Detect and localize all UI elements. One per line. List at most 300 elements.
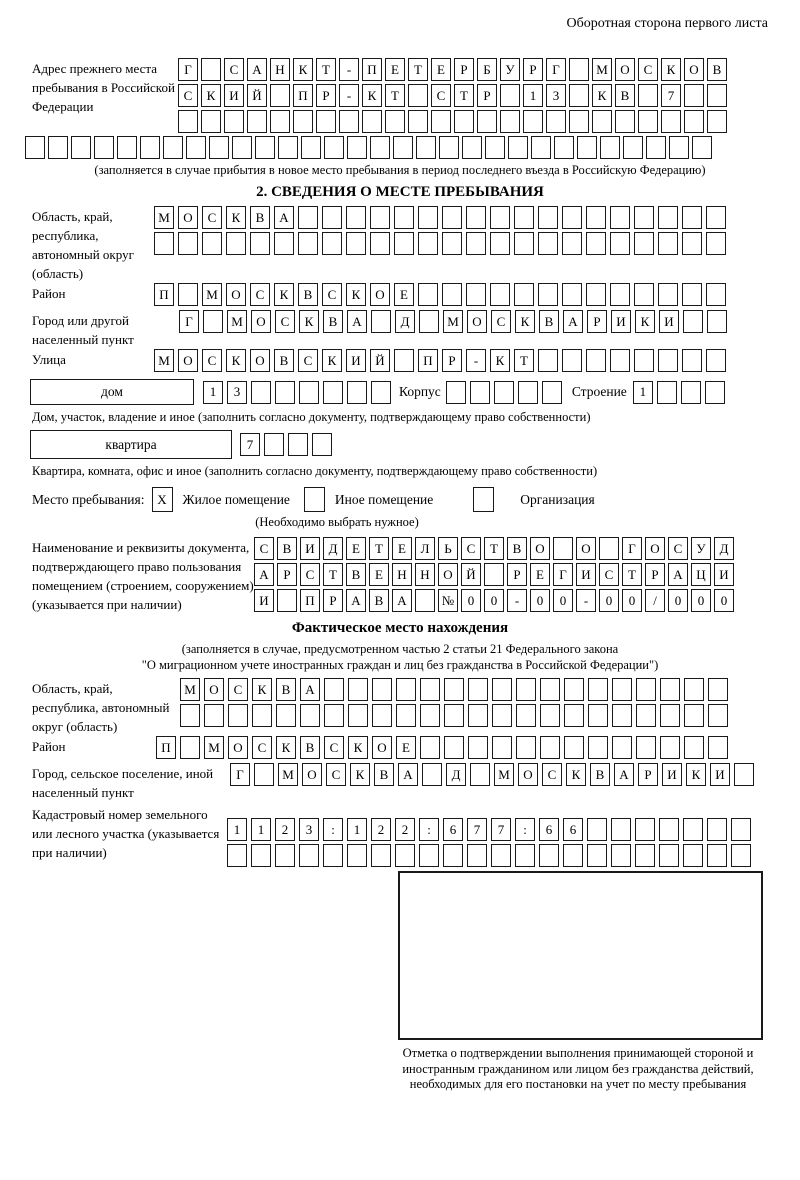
char-cell[interactable] — [516, 704, 536, 727]
char-cell[interactable] — [277, 589, 297, 612]
char-cell[interactable] — [247, 110, 267, 133]
char-cell[interactable] — [443, 844, 463, 867]
char-cell[interactable] — [415, 589, 435, 612]
char-cell[interactable] — [322, 232, 342, 255]
char-cell[interactable]: С — [254, 537, 274, 560]
char-cell[interactable] — [348, 678, 368, 701]
char-cell[interactable] — [324, 678, 344, 701]
char-cell[interactable]: Т — [514, 349, 534, 372]
char-cell[interactable] — [420, 704, 440, 727]
char-cell[interactable] — [347, 844, 367, 867]
char-cell[interactable] — [610, 349, 630, 372]
char-cell[interactable] — [348, 704, 368, 727]
char-cell[interactable] — [270, 84, 290, 107]
char-cell[interactable] — [288, 433, 308, 456]
char-cell[interactable]: 1 — [347, 818, 367, 841]
char-cell[interactable]: О — [251, 310, 271, 333]
char-cell[interactable] — [518, 381, 538, 404]
char-cell[interactable]: И — [346, 349, 366, 372]
char-cell[interactable] — [270, 110, 290, 133]
char-cell[interactable]: Г — [622, 537, 642, 560]
char-cell[interactable] — [178, 232, 198, 255]
char-cell[interactable]: Е — [396, 736, 416, 759]
char-cell[interactable]: А — [274, 206, 294, 229]
char-cell[interactable]: С — [461, 537, 481, 560]
char-cell[interactable]: 1 — [203, 381, 223, 404]
char-cell[interactable]: Н — [392, 563, 412, 586]
char-cell[interactable] — [395, 844, 415, 867]
char-cell[interactable] — [468, 678, 488, 701]
char-cell[interactable] — [682, 349, 702, 372]
char-cell[interactable] — [322, 206, 342, 229]
char-cell[interactable]: Г — [553, 563, 573, 586]
char-cell[interactable] — [684, 84, 704, 107]
char-cell[interactable] — [660, 704, 680, 727]
char-cell[interactable]: Д — [323, 537, 343, 560]
char-cell[interactable] — [454, 110, 474, 133]
char-cell[interactable] — [371, 844, 391, 867]
char-cell[interactable]: С — [252, 736, 272, 759]
char-cell[interactable]: О — [615, 58, 635, 81]
char-cell[interactable]: Р — [638, 763, 658, 786]
char-cell[interactable] — [514, 232, 534, 255]
char-cell[interactable]: С — [202, 206, 222, 229]
char-cell[interactable]: В — [507, 537, 527, 560]
char-cell[interactable]: С — [668, 537, 688, 560]
char-cell[interactable]: 1 — [227, 818, 247, 841]
char-cell[interactable]: 7 — [240, 433, 260, 456]
char-cell[interactable] — [692, 136, 712, 159]
char-cell[interactable] — [232, 136, 252, 159]
char-cell[interactable]: - — [576, 589, 596, 612]
checkbox-inoe-pomeshchenie[interactable] — [304, 487, 325, 512]
char-cell[interactable]: К — [348, 736, 368, 759]
char-cell[interactable]: О — [467, 310, 487, 333]
char-cell[interactable]: Т — [622, 563, 642, 586]
char-cell[interactable]: Е — [392, 537, 412, 560]
char-cell[interactable]: И — [662, 763, 682, 786]
char-cell[interactable]: М — [227, 310, 247, 333]
char-cell[interactable]: А — [346, 589, 366, 612]
char-cell[interactable]: К — [299, 310, 319, 333]
char-cell[interactable] — [347, 136, 367, 159]
char-cell[interactable]: : — [419, 818, 439, 841]
char-cell[interactable] — [467, 844, 487, 867]
char-cell[interactable] — [346, 232, 366, 255]
char-cell[interactable]: О — [518, 763, 538, 786]
char-cell[interactable]: 0 — [553, 589, 573, 612]
char-cell[interactable] — [588, 678, 608, 701]
char-cell[interactable]: - — [339, 58, 359, 81]
char-cell[interactable]: Й — [247, 84, 267, 107]
char-cell[interactable] — [540, 678, 560, 701]
char-cell[interactable] — [515, 844, 535, 867]
char-cell[interactable]: С — [638, 58, 658, 81]
char-cell[interactable] — [683, 310, 703, 333]
char-cell[interactable]: К — [346, 283, 366, 306]
char-cell[interactable]: К — [201, 84, 221, 107]
char-cell[interactable] — [612, 678, 632, 701]
char-cell[interactable] — [408, 110, 428, 133]
char-cell[interactable] — [634, 349, 654, 372]
char-cell[interactable]: А — [668, 563, 688, 586]
char-cell[interactable] — [468, 704, 488, 727]
char-cell[interactable]: Т — [454, 84, 474, 107]
char-cell[interactable] — [468, 736, 488, 759]
char-cell[interactable] — [564, 678, 584, 701]
char-cell[interactable]: В — [539, 310, 559, 333]
char-cell[interactable] — [418, 232, 438, 255]
char-cell[interactable] — [485, 136, 505, 159]
char-cell[interactable] — [312, 433, 332, 456]
char-cell[interactable] — [612, 704, 632, 727]
char-cell[interactable]: Р — [442, 349, 462, 372]
char-cell[interactable] — [540, 736, 560, 759]
char-cell[interactable] — [444, 704, 464, 727]
char-cell[interactable]: Р — [316, 84, 336, 107]
char-cell[interactable]: И — [254, 589, 274, 612]
char-cell[interactable] — [275, 381, 295, 404]
char-cell[interactable]: С — [275, 310, 295, 333]
char-cell[interactable]: А — [300, 678, 320, 701]
char-cell[interactable] — [490, 206, 510, 229]
char-cell[interactable]: М — [494, 763, 514, 786]
char-cell[interactable]: 0 — [530, 589, 550, 612]
char-cell[interactable]: О — [438, 563, 458, 586]
char-cell[interactable] — [681, 381, 701, 404]
char-cell[interactable]: Р — [507, 563, 527, 586]
char-cell[interactable] — [466, 232, 486, 255]
char-cell[interactable] — [346, 206, 366, 229]
char-cell[interactable] — [588, 704, 608, 727]
char-cell[interactable] — [163, 136, 183, 159]
char-cell[interactable] — [636, 678, 656, 701]
char-cell[interactable]: В — [369, 589, 389, 612]
char-cell[interactable]: Р — [477, 84, 497, 107]
char-cell[interactable]: К — [592, 84, 612, 107]
char-cell[interactable]: К — [322, 349, 342, 372]
char-cell[interactable] — [634, 206, 654, 229]
char-cell[interactable]: Р — [454, 58, 474, 81]
char-cell[interactable] — [563, 844, 583, 867]
char-cell[interactable]: С — [542, 763, 562, 786]
char-cell[interactable] — [682, 232, 702, 255]
char-cell[interactable] — [251, 844, 271, 867]
char-cell[interactable] — [708, 678, 728, 701]
char-cell[interactable] — [439, 136, 459, 159]
char-cell[interactable]: 0 — [622, 589, 642, 612]
char-cell[interactable] — [490, 283, 510, 306]
char-cell[interactable] — [371, 381, 391, 404]
char-cell[interactable] — [588, 736, 608, 759]
char-cell[interactable]: Т — [369, 537, 389, 560]
char-cell[interactable] — [569, 110, 589, 133]
char-cell[interactable] — [569, 84, 589, 107]
char-cell[interactable] — [538, 349, 558, 372]
char-cell[interactable] — [301, 136, 321, 159]
char-cell[interactable]: А — [398, 763, 418, 786]
char-cell[interactable] — [274, 232, 294, 255]
char-cell[interactable]: С — [322, 283, 342, 306]
char-cell[interactable] — [442, 283, 462, 306]
char-cell[interactable] — [708, 704, 728, 727]
char-cell[interactable]: У — [500, 58, 520, 81]
char-cell[interactable] — [586, 283, 606, 306]
char-cell[interactable]: Ц — [691, 563, 711, 586]
char-cell[interactable] — [564, 736, 584, 759]
char-cell[interactable] — [372, 678, 392, 701]
char-cell[interactable]: О — [178, 206, 198, 229]
char-cell[interactable] — [393, 136, 413, 159]
char-cell[interactable] — [538, 206, 558, 229]
char-cell[interactable]: : — [515, 818, 535, 841]
char-cell[interactable] — [516, 678, 536, 701]
char-cell[interactable]: И — [659, 310, 679, 333]
char-cell[interactable] — [224, 110, 244, 133]
char-cell[interactable]: К — [661, 58, 681, 81]
char-cell[interactable]: В — [277, 537, 297, 560]
char-cell[interactable] — [611, 818, 631, 841]
char-cell[interactable] — [500, 110, 520, 133]
char-cell[interactable]: 1 — [251, 818, 271, 841]
char-cell[interactable] — [370, 206, 390, 229]
char-cell[interactable] — [140, 136, 160, 159]
char-cell[interactable] — [646, 136, 666, 159]
char-cell[interactable] — [636, 704, 656, 727]
char-cell[interactable]: О — [178, 349, 198, 372]
char-cell[interactable]: № — [438, 589, 458, 612]
char-cell[interactable]: - — [339, 84, 359, 107]
char-cell[interactable] — [228, 704, 248, 727]
char-cell[interactable] — [554, 136, 574, 159]
char-cell[interactable] — [370, 232, 390, 255]
char-cell[interactable]: 7 — [491, 818, 511, 841]
char-cell[interactable]: С — [431, 84, 451, 107]
char-cell[interactable]: О — [302, 763, 322, 786]
char-cell[interactable]: И — [714, 563, 734, 586]
char-cell[interactable]: О — [530, 537, 550, 560]
char-cell[interactable]: К — [686, 763, 706, 786]
char-cell[interactable] — [293, 110, 313, 133]
char-cell[interactable] — [94, 136, 114, 159]
char-cell[interactable] — [396, 704, 416, 727]
char-cell[interactable] — [659, 818, 679, 841]
char-cell[interactable]: Й — [370, 349, 390, 372]
char-cell[interactable]: Р — [323, 589, 343, 612]
char-cell[interactable] — [684, 110, 704, 133]
char-cell[interactable]: 2 — [395, 818, 415, 841]
char-cell[interactable] — [562, 232, 582, 255]
char-cell[interactable]: О — [250, 349, 270, 372]
char-cell[interactable]: 3 — [227, 381, 247, 404]
char-cell[interactable]: П — [156, 736, 176, 759]
char-cell[interactable] — [298, 206, 318, 229]
char-cell[interactable] — [707, 818, 727, 841]
char-cell[interactable] — [252, 704, 272, 727]
char-cell[interactable]: Н — [270, 58, 290, 81]
char-cell[interactable] — [298, 232, 318, 255]
char-cell[interactable] — [562, 283, 582, 306]
char-cell[interactable] — [658, 232, 678, 255]
char-cell[interactable] — [444, 736, 464, 759]
char-cell[interactable] — [323, 844, 343, 867]
char-cell[interactable]: 3 — [546, 84, 566, 107]
char-cell[interactable] — [610, 206, 630, 229]
char-cell[interactable] — [638, 110, 658, 133]
char-cell[interactable] — [706, 349, 726, 372]
char-cell[interactable] — [564, 704, 584, 727]
char-cell[interactable] — [180, 736, 200, 759]
char-cell[interactable] — [420, 736, 440, 759]
char-cell[interactable] — [418, 206, 438, 229]
char-cell[interactable] — [201, 110, 221, 133]
char-cell[interactable] — [592, 110, 612, 133]
char-cell[interactable]: А — [254, 563, 274, 586]
char-cell[interactable] — [682, 206, 702, 229]
char-cell[interactable]: Д — [395, 310, 415, 333]
char-cell[interactable]: 6 — [443, 818, 463, 841]
char-cell[interactable]: Б — [477, 58, 497, 81]
char-cell[interactable] — [180, 704, 200, 727]
char-cell[interactable] — [659, 844, 679, 867]
char-cell[interactable] — [490, 232, 510, 255]
char-cell[interactable] — [492, 678, 512, 701]
char-cell[interactable]: 1 — [523, 84, 543, 107]
char-cell[interactable]: Т — [316, 58, 336, 81]
char-cell[interactable]: М — [443, 310, 463, 333]
char-cell[interactable] — [660, 678, 680, 701]
char-cell[interactable] — [371, 310, 391, 333]
char-cell[interactable] — [658, 283, 678, 306]
char-cell[interactable] — [516, 736, 536, 759]
char-cell[interactable]: : — [323, 818, 343, 841]
char-cell[interactable] — [612, 736, 632, 759]
char-cell[interactable] — [394, 349, 414, 372]
char-cell[interactable] — [635, 818, 655, 841]
char-cell[interactable] — [372, 704, 392, 727]
char-cell[interactable] — [587, 844, 607, 867]
char-cell[interactable]: К — [226, 206, 246, 229]
char-cell[interactable]: В — [298, 283, 318, 306]
char-cell[interactable]: О — [684, 58, 704, 81]
char-cell[interactable]: П — [293, 84, 313, 107]
char-cell[interactable]: Г — [179, 310, 199, 333]
char-cell[interactable]: А — [247, 58, 267, 81]
char-cell[interactable] — [731, 844, 751, 867]
char-cell[interactable]: 0 — [668, 589, 688, 612]
char-cell[interactable]: В — [615, 84, 635, 107]
char-cell[interactable] — [362, 110, 382, 133]
char-cell[interactable]: К — [252, 678, 272, 701]
char-cell[interactable]: У — [691, 537, 711, 560]
char-cell[interactable]: Н — [415, 563, 435, 586]
char-cell[interactable] — [178, 283, 198, 306]
char-cell[interactable]: И — [576, 563, 596, 586]
char-cell[interactable] — [683, 818, 703, 841]
char-cell[interactable] — [226, 232, 246, 255]
char-cell[interactable] — [324, 704, 344, 727]
char-cell[interactable]: К — [515, 310, 535, 333]
char-cell[interactable] — [462, 136, 482, 159]
char-cell[interactable] — [586, 349, 606, 372]
char-cell[interactable]: В — [590, 763, 610, 786]
char-cell[interactable]: Д — [714, 537, 734, 560]
char-cell[interactable] — [431, 110, 451, 133]
char-cell[interactable] — [201, 58, 221, 81]
char-cell[interactable]: К — [350, 763, 370, 786]
char-cell[interactable]: С — [228, 678, 248, 701]
char-cell[interactable] — [636, 736, 656, 759]
char-cell[interactable]: О — [372, 736, 392, 759]
char-cell[interactable] — [684, 736, 704, 759]
char-cell[interactable]: К — [274, 283, 294, 306]
char-cell[interactable] — [706, 206, 726, 229]
char-cell[interactable] — [250, 232, 270, 255]
char-cell[interactable] — [420, 678, 440, 701]
char-cell[interactable] — [638, 84, 658, 107]
char-cell[interactable]: К — [635, 310, 655, 333]
char-cell[interactable] — [684, 704, 704, 727]
char-cell[interactable] — [466, 283, 486, 306]
char-cell[interactable] — [683, 844, 703, 867]
char-cell[interactable] — [538, 283, 558, 306]
char-cell[interactable]: Р — [277, 563, 297, 586]
char-cell[interactable] — [600, 136, 620, 159]
char-cell[interactable] — [370, 136, 390, 159]
char-cell[interactable]: Т — [323, 563, 343, 586]
char-cell[interactable] — [408, 84, 428, 107]
char-cell[interactable]: Ь — [438, 537, 458, 560]
char-cell[interactable] — [708, 736, 728, 759]
char-cell[interactable] — [586, 206, 606, 229]
char-cell[interactable]: 0 — [691, 589, 711, 612]
char-cell[interactable] — [446, 381, 466, 404]
char-cell[interactable] — [419, 310, 439, 333]
char-cell[interactable]: М — [180, 678, 200, 701]
house-box[interactable]: дом — [30, 379, 194, 405]
char-cell[interactable]: В — [276, 678, 296, 701]
checkbox-zhiloe-pomeshchenie[interactable] — [152, 487, 173, 512]
char-cell[interactable]: 0 — [714, 589, 734, 612]
char-cell[interactable] — [204, 704, 224, 727]
char-cell[interactable] — [587, 818, 607, 841]
char-cell[interactable]: С — [178, 84, 198, 107]
char-cell[interactable]: Е — [369, 563, 389, 586]
char-cell[interactable] — [623, 136, 643, 159]
char-cell[interactable] — [316, 110, 336, 133]
char-cell[interactable]: К — [490, 349, 510, 372]
char-cell[interactable] — [707, 84, 727, 107]
char-cell[interactable] — [657, 381, 677, 404]
char-cell[interactable] — [658, 206, 678, 229]
char-cell[interactable] — [117, 136, 137, 159]
char-cell[interactable] — [48, 136, 68, 159]
char-cell[interactable] — [323, 381, 343, 404]
char-cell[interactable] — [705, 381, 725, 404]
char-cell[interactable]: О — [576, 537, 596, 560]
char-cell[interactable] — [209, 136, 229, 159]
char-cell[interactable] — [416, 136, 436, 159]
char-cell[interactable] — [635, 844, 655, 867]
char-cell[interactable] — [610, 283, 630, 306]
char-cell[interactable]: Е — [385, 58, 405, 81]
char-cell[interactable] — [586, 232, 606, 255]
char-cell[interactable] — [154, 232, 174, 255]
char-cell[interactable]: Г — [178, 58, 198, 81]
char-cell[interactable]: О — [204, 678, 224, 701]
char-cell[interactable] — [538, 232, 558, 255]
char-cell[interactable]: С — [324, 736, 344, 759]
